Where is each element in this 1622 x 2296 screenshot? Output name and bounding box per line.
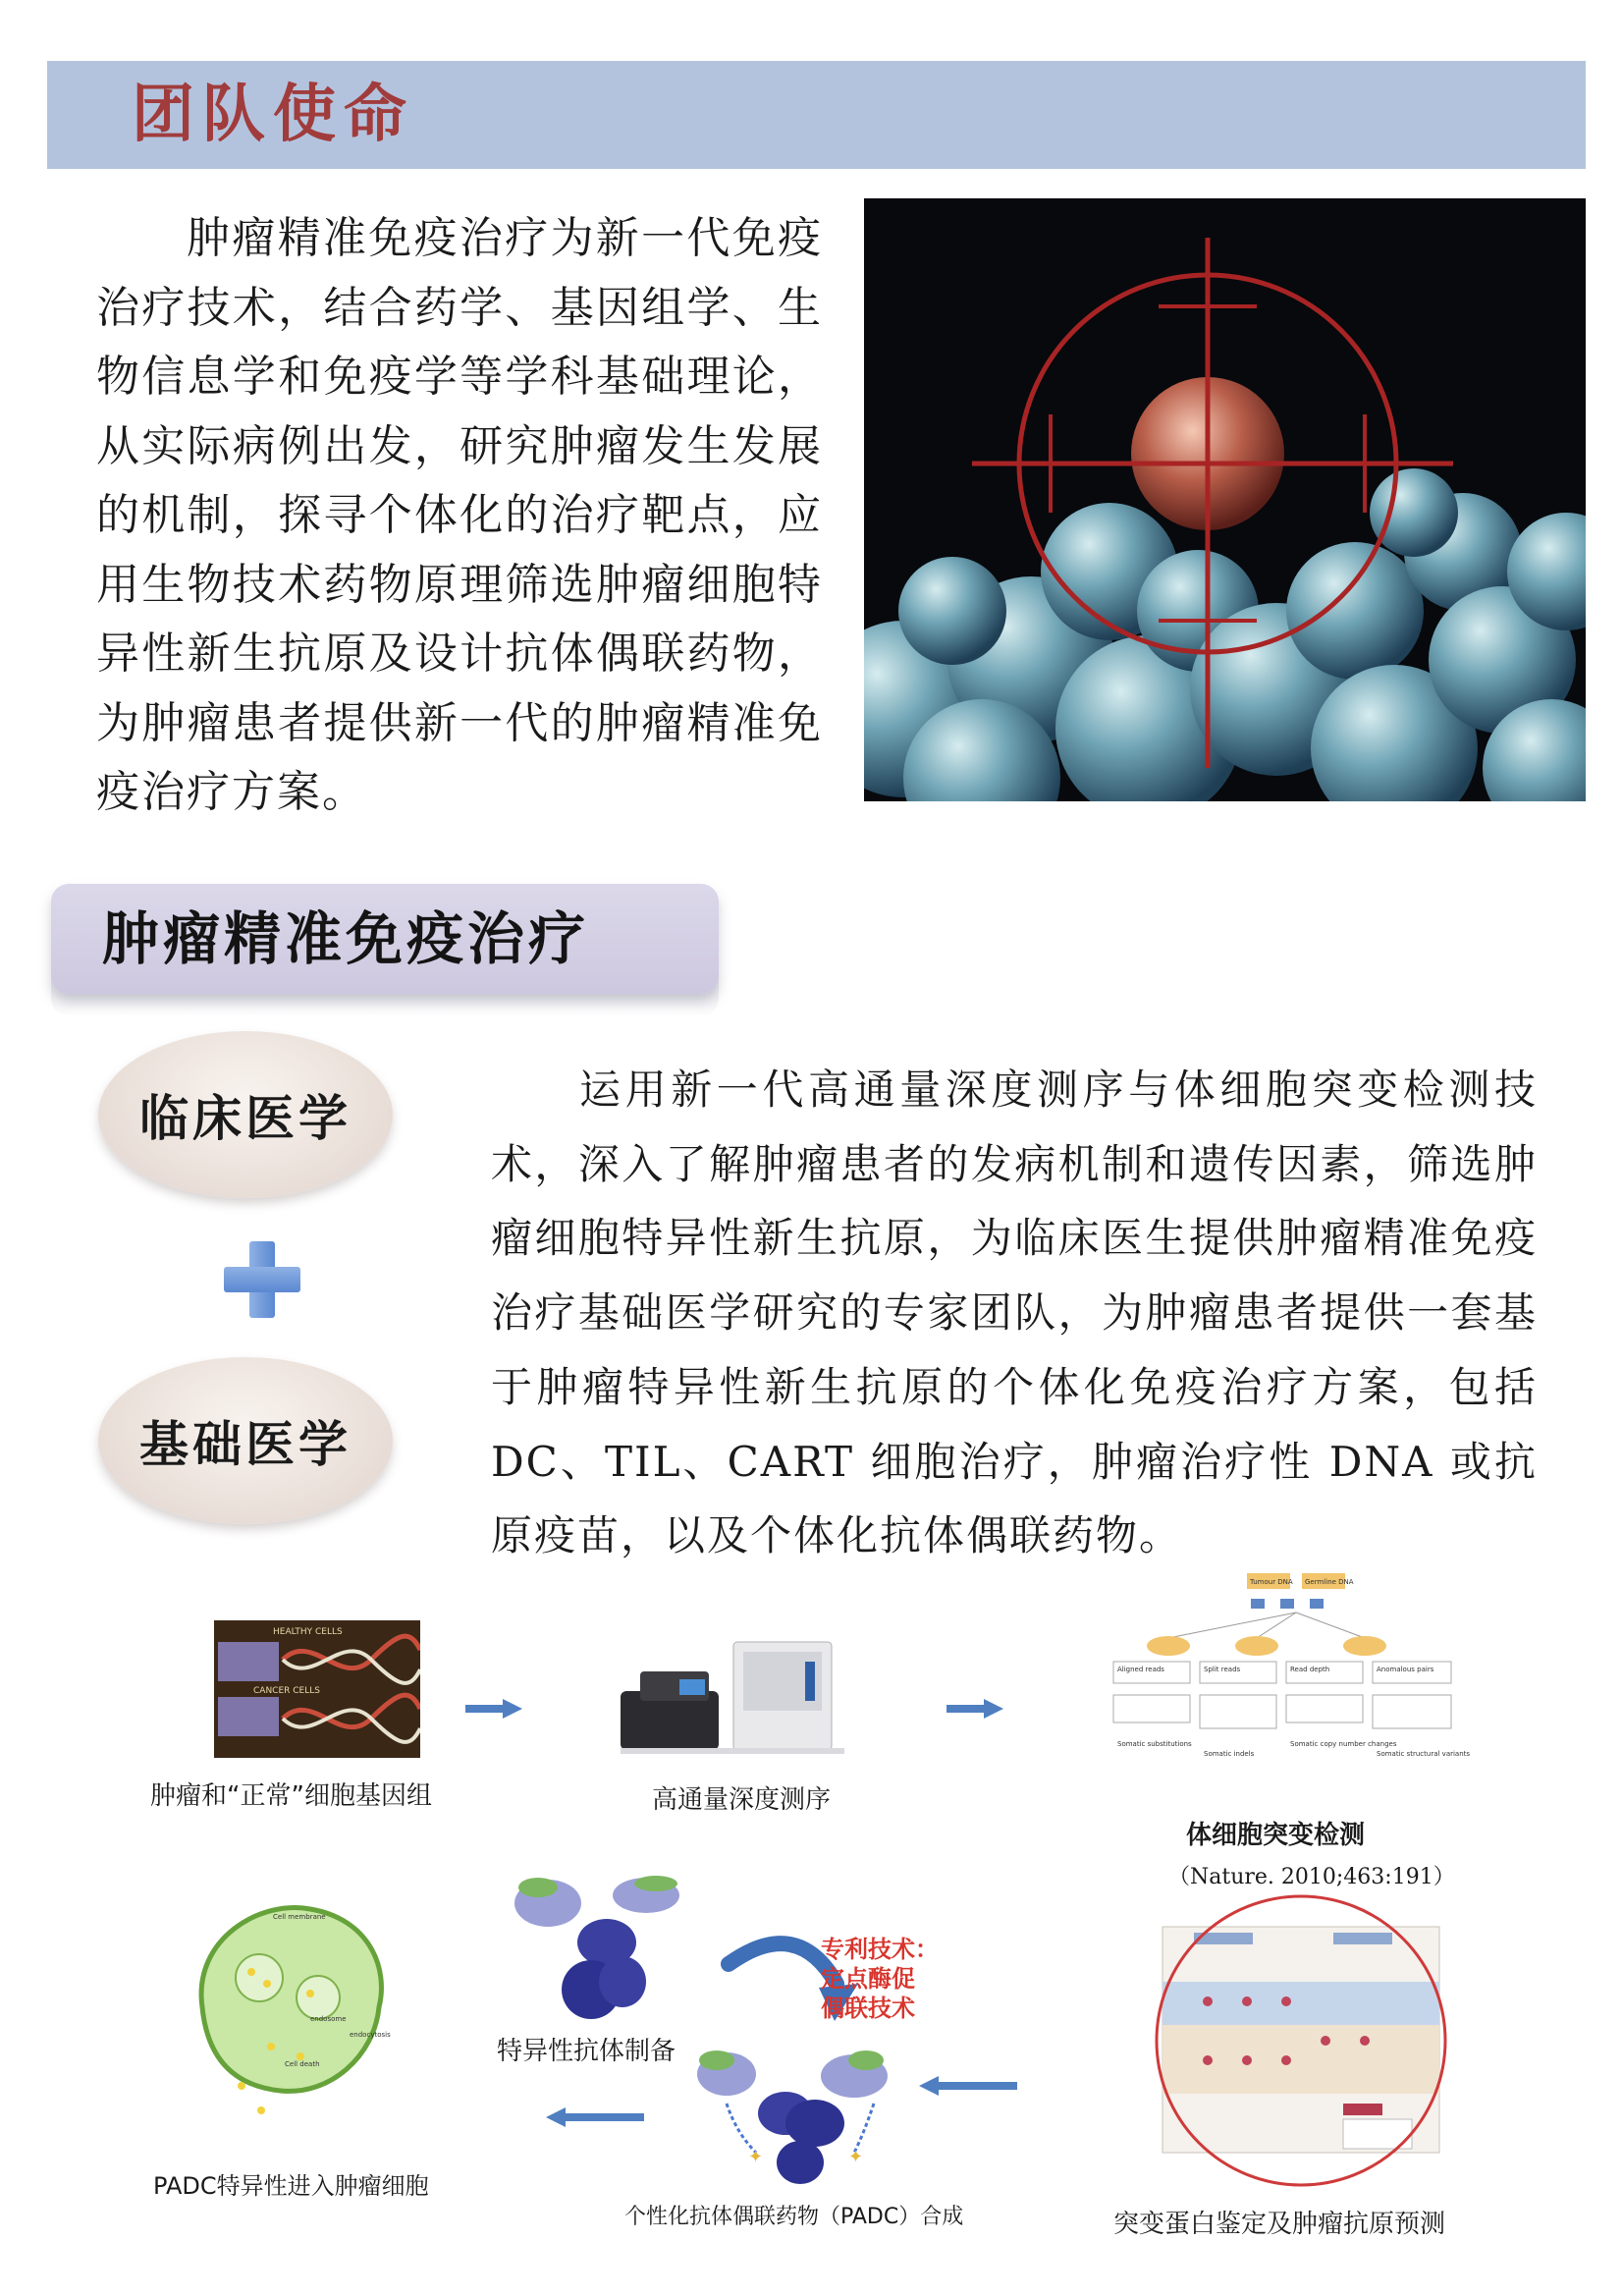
immunotherapy-paragraph: 运用新一代高通量深度测序与体细胞突变检测技术，深入了解肿瘤患者的发病机制和遗传因素，筛选肿瘤细胞特异性新生抗原，为临床医生提供肿瘤精准免疫治疗基础医学研究的专家团队，为肿瘤患者提供一套基于肿瘤特异性新生抗原的个体化免疫治疗方案，包括 DC、TIL、CART 细胞治疗，肿瘤治疗性 DNA 或抗原疫苗，以及个体化抗体偶联药物。 [491, 1066, 1538, 1560]
arrow-left-1-icon [919, 2076, 1017, 2096]
clinical-medicine-label: 临床医学 [139, 1090, 351, 1147]
step3-caption: 体细胞突变检测 [1186, 1821, 1366, 1850]
basic-medicine-ellipse [98, 1357, 393, 1524]
svg-text:✦: ✦ [748, 2147, 764, 2167]
arrow-right-2-icon [946, 1699, 1005, 1719]
node-read-depth: Read depth [1290, 1666, 1330, 1673]
padc-synthesis-image [687, 2045, 913, 2192]
healthy-cells-label: HEALTHY CELLS [273, 1627, 343, 1637]
step3-reference: （Nature. 2010;463:191） [1168, 1865, 1455, 1889]
antibody-image [509, 1874, 695, 2031]
cancer-cells-label: CANCER CELLS [253, 1686, 320, 1696]
mission-banner [47, 61, 1586, 169]
clinical-medicine-ellipse [98, 1031, 393, 1198]
output-indels: Somatic indels [1204, 1750, 1255, 1758]
node-split-reads: Split reads [1204, 1666, 1241, 1673]
basic-medicine-label: 基础医学 [139, 1416, 351, 1473]
arrow-left-2-icon [546, 2107, 644, 2127]
node-anomalous-pairs: Anomalous pairs [1377, 1666, 1434, 1673]
mission-paragraph: 肿瘤精准免疫治疗为新一代免疫治疗技术，结合药学、基因组学、生物信息学和免疫学等学科基础理论，从实际病例出发，研究肿瘤发生发展的机制，探寻个体化的治疗靶点，应用生物技术药物原理筛选肿瘤细胞特异性新生抗原及设计抗体偶联药物，为肿瘤患者提供新一代的肿瘤精准免疫治疗方案。 [96, 213, 823, 817]
mission-title: 团队使命 [132, 79, 414, 151]
node-tumour-dna: Tumour DNA [1250, 1578, 1293, 1586]
arrow-right-1-icon [465, 1699, 524, 1719]
tumor-target-illustration [864, 198, 1586, 801]
node-germline-dna: Germline DNA [1305, 1578, 1354, 1586]
step6-caption: 特异性抗体制备 [497, 2037, 676, 2066]
step4-caption: 突变蛋白鉴定及肿瘤抗原预测 [1113, 2210, 1446, 2239]
patent-label [821, 1935, 939, 2023]
step1-caption: 肿瘤和“正常”细胞基因组 [150, 1781, 432, 1811]
antigen-prediction-image [1149, 1893, 1453, 2188]
mutation-flowchart [1109, 1569, 1483, 1807]
step7-caption: PADC特异性进入肿瘤细胞 [153, 2172, 429, 2200]
output-structural: Somatic structural variants [1377, 1750, 1471, 1758]
step5-caption: 个性化抗体偶联药物（PADC）合成 [624, 2205, 964, 2229]
label-cell-death: Cell death [285, 2060, 320, 2068]
output-substitutions: Somatic substitutions [1117, 1740, 1192, 1748]
label-cell-membrane: Cell membrane [273, 1913, 326, 1921]
node-aligned-reads: Aligned reads [1117, 1666, 1164, 1673]
output-copy-number: Somatic copy number changes [1290, 1740, 1397, 1748]
label-endosome: endosome [310, 2015, 347, 2023]
immunotherapy-title: 肿瘤精准免疫治疗 [102, 905, 590, 972]
plus-icon [224, 1241, 300, 1318]
step2-caption: 高通量深度测序 [652, 1785, 832, 1815]
label-endocytosis: endocytosis [350, 2031, 391, 2039]
patent-text: 专利技术： 定点酶促 偶联技术 [821, 1936, 939, 2022]
immunotherapy-tab [51, 884, 719, 994]
tumor-cell-entry-image [183, 1899, 399, 2135]
svg-text:✦: ✦ [848, 2147, 864, 2167]
sequencer-image [621, 1632, 844, 1760]
genome-image [214, 1620, 420, 1758]
tumor-target-image [864, 198, 1586, 801]
